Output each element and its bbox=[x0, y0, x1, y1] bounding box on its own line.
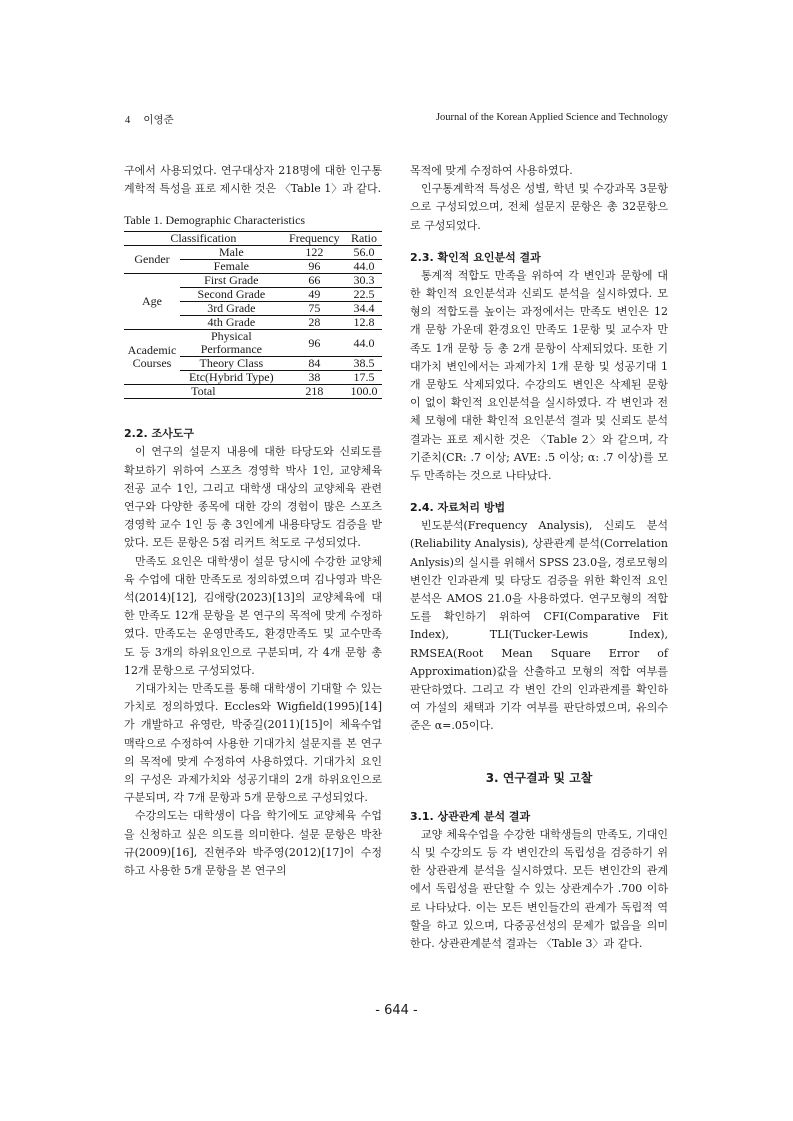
cell-frequency: 122 bbox=[283, 246, 346, 260]
paragraph: 수강의도는 대학생이 다음 학기에도 교양체육 수업을 신청하고 싶은 의도를 의미한다. 설문 문항은 박찬규(2009)[16], 진현주와 박주영(2012)[17]이 수정하고 사용한 5개 문항을 본 연구의 bbox=[124, 809, 382, 878]
cell-label-line: Physical bbox=[211, 329, 252, 344]
cell-frequency: 218 bbox=[283, 385, 346, 399]
paragraph: 만족도 요인은 대학생이 설문 당시에 수강한 교양체육 수업에 대한 만족도로 정의하였으며 김나영과 박은석(2014)[12], 김애랑(2023)[13]의 교양체육에 대한 만족도 12개 문항을 본 연구의 목적에 맞게 수정하였다. 만족도는 운영만족도, 환경만족도 및 교수만족도 등 3개의 하위요인으로 구분되며, 각 4개 문항 총 12개 문항으로 구성되었다. bbox=[124, 554, 382, 677]
author-name: 이영준 bbox=[143, 115, 174, 126]
group-gender: Gender bbox=[124, 246, 180, 274]
cell-label: 4th Grade bbox=[180, 316, 283, 330]
table-row bbox=[124, 330, 382, 357]
header-ratio: Ratio bbox=[346, 232, 382, 246]
cell-frequency: 75 bbox=[283, 302, 346, 316]
cell-label: Etc(Hybrid Type) bbox=[189, 370, 274, 385]
group-academic-courses bbox=[124, 330, 180, 385]
paragraph: 빈도분석(Frequency Analysis), 신뢰도 분석(Reliability Analysis), 상관관계 분석(Correlation Anlysis)의 실시를 위해서 SPSS 23.0을, 경로모형의 변인간 인과관계 및 타당도 검증을 위한 확인적 요인분석은 AMOS 21.0을 사용하였다. 연구모형의 적합도를 확인하기 위하여 CFI(Comparative Fit Index), TLI(Tucker-Lewis Index), RMSEA(Root Mean Square Error of Approximation)값을 산출하고 모형의 적합 여부를 판단하였다. 그리고 각 변인 간의 인과관계를 확인하여 가설의 채택과 기각 여부를 판단하였으며, 유의수준은 α=.05이다. bbox=[410, 519, 668, 733]
paragraph: 목적에 맞게 수정하여 사용하였다. bbox=[410, 164, 573, 177]
cell-frequency: 84 bbox=[283, 357, 346, 371]
cell-ratio: 56.0 bbox=[346, 246, 382, 260]
cell-frequency: 28 bbox=[283, 316, 346, 330]
cell-frequency: 66 bbox=[283, 274, 346, 288]
paragraph: 구에서 사용되었다. 연구대상자 218명에 대한 인구통계학적 특성을 표로 제시한 것은 〈Table 1〉과 같다. bbox=[124, 164, 382, 196]
cell-label bbox=[180, 330, 283, 357]
cell-label-line: Performance bbox=[200, 342, 262, 357]
cell-ratio: 100.0 bbox=[346, 385, 382, 399]
left-column bbox=[124, 162, 382, 880]
table-row bbox=[124, 274, 382, 288]
page-number: 4 bbox=[125, 115, 131, 126]
cell-ratio: 22.5 bbox=[346, 288, 382, 302]
group-label-line: Courses bbox=[132, 356, 172, 371]
cell-label: Theory Class bbox=[180, 357, 283, 371]
cell-label: Total bbox=[124, 385, 283, 399]
cell-frequency: 49 bbox=[283, 288, 346, 302]
table-header-row bbox=[124, 232, 382, 246]
cell-label: Second Grade bbox=[180, 288, 283, 302]
table-total-row bbox=[124, 385, 382, 399]
running-header-left bbox=[125, 112, 174, 127]
cell-ratio: 34.4 bbox=[346, 302, 382, 316]
journal-name: Journal of the Korean Applied Science and Technology bbox=[435, 112, 668, 123]
paragraph: 이 연구의 설문지 내용에 대한 타당도와 신뢰도를 확보하기 위하여 스포츠 경영학 박사 1인, 교양체육 전공 교수 1인, 그리고 대학생 대상의 교양체육 관련 연구와 다양한 종목에 대한 강의 경험이 많은 스포츠 경영학 교수 1인 등 총 3인에게 내용타당도 검증을 받았다. 모든 문항은 5점 리커트 척도로 구성되었다. bbox=[124, 445, 382, 550]
section-heading: 3.1. 상관관계 분석 결과 bbox=[410, 809, 531, 823]
paragraph: 기대가치는 만족도를 통해 대학생이 기대할 수 있는 가치로 정의하였다. Eccles와 Wigfield(1995)[14]가 개발하고 유영란, 박중길(2011)[15]이 체육수업 맥락으로 수정하여 사용한 기대가치 설문지를 본 연구의 목적에 맞게 수정하여 사용하였다. 기대가치 요인의 구성은 과제가치와 성공기대의 2개 하위요인으로 구분되며, 각 7개 문항과 5개 문항으로 구성되었다. bbox=[124, 682, 382, 805]
paragraph: 통계적 적합도 만족을 위하여 각 변인과 문항에 대한 확인적 요인분석과 신뢰도 분석을 실시하였다. 모형의 적합도를 높이는 과정에서는 만족도 변인은 12개 문항 가운데 환경요인 만족도 1문항 및 교수자 만족도 1개 문항 등 총 2개 문항이 삭제되었다. 또한 기대가치 변인에서는 과제가치 1개 문항 및 성공기대 1개 문항도 삭제되었다. 수강의도 변인은 삭제된 문항이 없이 확인적 요인분석을 실시하였다. 각 변인과 전체 모형에 대한 확인적 요인분석 결과 및 신뢰도 분석 결과는 표로 제시한 것은 〈Table 2〉와 같으며, 각 기준치(CR: .7 이상; AVE: .5 이상; α: .7 이상)를 모두 만족하는 것으로 나타났다. bbox=[410, 268, 668, 483]
section-heading: 2.3. 확인적 요인분석 결과 bbox=[410, 250, 541, 264]
cell-frequency: 96 bbox=[283, 330, 346, 357]
page-footer: - 644 - bbox=[375, 1003, 418, 1018]
section-heading: 2.4. 자료처리 방법 bbox=[410, 501, 506, 515]
right-column bbox=[410, 162, 668, 953]
section-heading: 2.2. 조사도구 bbox=[124, 427, 194, 441]
cell-ratio: 44.0 bbox=[346, 260, 382, 274]
group-label-line: Academic bbox=[127, 343, 177, 358]
paragraph: 인구통계학적 특성은 성별, 학년 및 수강과목 3문항으로 구성되었으며, 전체 설문지 문항은 총 32문항으로 구성되었다. bbox=[410, 182, 668, 232]
cell-label: First Grade bbox=[180, 274, 283, 288]
cell-ratio: 17.5 bbox=[353, 370, 375, 385]
paragraph: 교양 체육수업을 수강한 대학생들의 만족도, 기대인식 및 수강의도 등 각 변인간의 독립성을 검증하기 위한 상관관계 분석을 실시하였다. 모든 변인간의 관계에서 독립성을 판단할 수 있는 상관계수가 .700 이하로 나타났다. 이는 모든 변인들간의 관계가 독립적 역할을 하고 있으며, 다중공선성의 문제가 없음을 의미한다. 상관관계분석 결과는 〈Table 3〉과 같다. bbox=[410, 827, 668, 950]
cell-ratio: 44.0 bbox=[346, 330, 382, 357]
cell-ratio: 12.8 bbox=[346, 316, 382, 330]
chapter-heading: 3. 연구결과 및 고찰 bbox=[485, 770, 593, 785]
demographic-table bbox=[124, 231, 382, 399]
table-row bbox=[124, 246, 382, 260]
cell-frequency: 96 bbox=[283, 260, 346, 274]
cell-label: Female bbox=[180, 260, 283, 274]
cell-ratio: 38.5 bbox=[346, 357, 382, 371]
header-classification: Classification bbox=[124, 232, 283, 246]
cell-label: 3rd Grade bbox=[180, 302, 283, 316]
group-age: Age bbox=[124, 274, 180, 330]
cell-ratio: 30.3 bbox=[346, 274, 382, 288]
header-frequency: Frequency bbox=[283, 232, 346, 246]
cell-label: Male bbox=[180, 246, 283, 260]
table-caption: Table 1. Demographic Characteristics bbox=[124, 213, 306, 228]
cell-frequency: 38 bbox=[308, 370, 321, 385]
